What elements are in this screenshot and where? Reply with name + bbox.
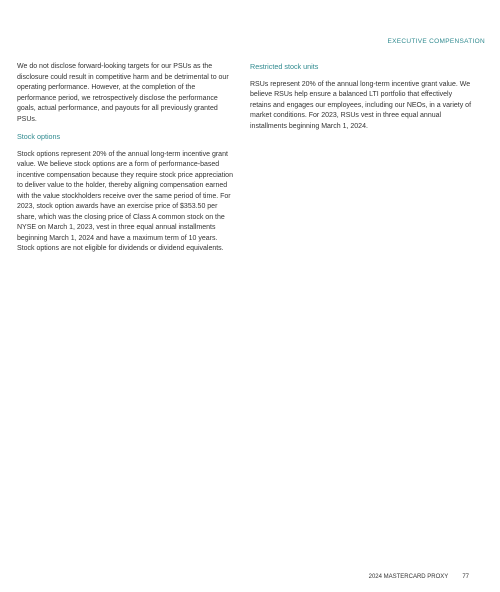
left-column — [17, 62, 235, 262]
page-number: 77 — [462, 574, 469, 580]
stock-options-heading: Stock options — [17, 132, 61, 141]
rsu-paragraph: RSUs represent 20% of the annual long-term incentive grant value. We believe RSUs help ensure a balanced LTI portfolio that effectively retains and engages our employees, including our NEOs, in a variety of market conditions. For 2023, RSUs vest in three equal annual installments beginning March 1, 2024. — [250, 80, 472, 130]
page-footer — [369, 574, 469, 580]
section-label: EXECUTIVE COMPENSATION — [387, 38, 485, 45]
footer-document-title: 2024 MASTERCARD PROXY — [368, 574, 449, 580]
psu-disclosure-paragraph: We do not disclose forward-looking targets for our PSUs as the disclosure could result in competitive harm and be detrimental to our operating performance. However, at the completion of the performance period, we retrospectively disclose the performance goals, actual performance, and payouts for all previously granted PSUs. — [17, 63, 229, 123]
stock-options-paragraph: Stock options represent 20% of the annual long-term incentive grant value. We believe stock options are a form of performance-based incentive compensation because they require stock price appreciation to deliver value to the holder, thereby aligning compensation earned with the value stockholders receive over the same period of time. For 2023, stock option awards have an exercise price of $353.50 per share, which was the closing price of Class A common stock on the NYSE on March 1, 2023, vest in three equal annual installments beginning March 1, 2024 and have a maximum term of 10 years. Stock options are not eligible for dividends or dividend equivalents. — [17, 150, 233, 252]
rsu-heading: Restricted stock units — [250, 62, 319, 71]
right-column — [250, 62, 475, 139]
